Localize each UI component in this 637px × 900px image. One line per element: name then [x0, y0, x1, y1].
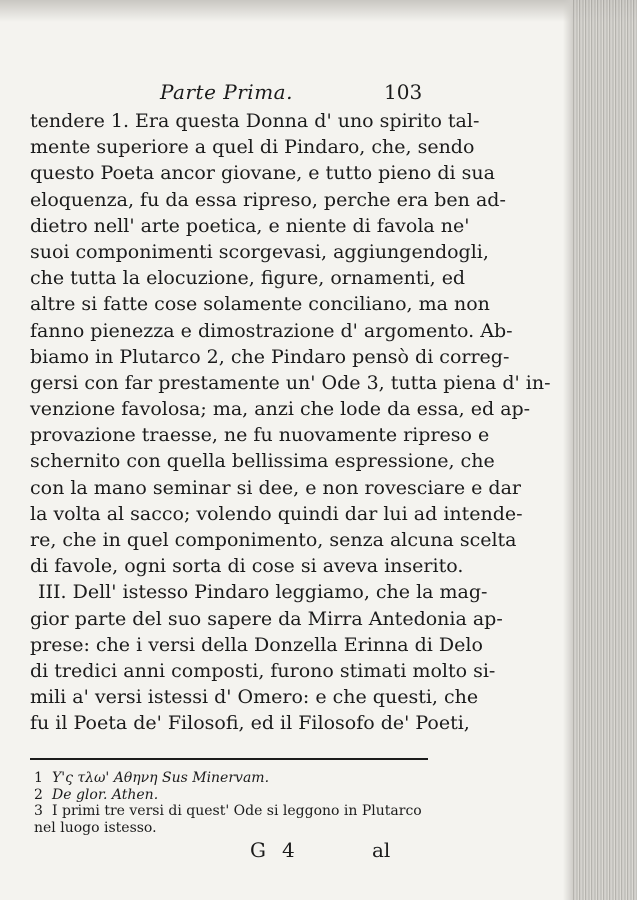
running-head: Parte Prima.: [160, 80, 293, 104]
signature-line: [250, 838, 400, 868]
text-line: tendere 1. Era questa Donna d' uno spirito tal-: [30, 110, 480, 132]
text-line: di tredici anni composti, furono stimati molto si-: [30, 659, 496, 682]
text-line: eloquenza, fu da essa ripreso, perche era ben ad-: [30, 188, 506, 211]
footnote-text: I primi tre versi di quest' Ode si leggono in Plutarco: [52, 803, 422, 819]
text-line-paragraph-start: III. Dell' istesso Pindaro leggiamo, che la mag-: [38, 581, 488, 604]
text-line-paragraph-end: di favole, ogni sorta di cose si aveva inserito.: [30, 555, 464, 578]
footnote-number: 2: [34, 786, 43, 803]
text-line: mili a' versi istessi d' Omero: e che questi, che: [30, 686, 479, 709]
text-line: prese: che i versi della Donzella Erinna di Delo: [30, 633, 483, 656]
footnote-3-continuation: nel luogo istesso.: [34, 819, 157, 836]
book-page-edges: [573, 0, 637, 900]
text-line: che tutta la elocuzione, figure, ornamenti, ed: [30, 267, 466, 290]
signature-number: 4: [282, 838, 295, 862]
footnote-1: [34, 770, 434, 787]
text-line: fu il Poeta de' Filosofi, ed il Filosofo de' Poeti,: [30, 712, 470, 735]
footnote-divider: [30, 758, 428, 760]
text-line: dietro nell' arte poetica, e niente di favola ne': [30, 214, 470, 237]
footnotes: [34, 770, 434, 836]
page-header: [0, 72, 560, 108]
text-line: questo Poeta ancor giovane, e tutto pieno di sua: [30, 162, 495, 185]
footnote-2: [34, 787, 434, 804]
text-line: mente superiore a quel di Pindaro, che, sendo: [30, 136, 475, 159]
signature-mark: G: [250, 838, 266, 862]
page-number: 103: [384, 80, 423, 104]
body-text: [30, 108, 551, 737]
text-line: schernito con quella bellissima espressione, che: [30, 450, 495, 473]
text-line: re, che in quel componimento, senza alcuna scelta: [30, 529, 517, 551]
page-top-shadow: [0, 0, 637, 22]
text-line: con la mano seminar si dee, e non rovesciare e dar: [30, 476, 521, 499]
text-line: venzione favolosa; ma, anzi che lode da essa, ed ap-: [30, 398, 531, 421]
footnote-number: 3: [34, 803, 43, 819]
text-line: fanno pienezza e dimostrazione d' argomento. Ab-: [30, 319, 513, 342]
page-gutter-shadow: [563, 0, 573, 900]
footnote-number: 1: [34, 770, 43, 786]
text-line: gersi con far prestamente un' Ode 3, tutta piena d' in-: [30, 371, 551, 394]
text-line: provazione traesse, ne fu nuovamente ripreso e: [30, 424, 490, 447]
text-line: suoi componimenti scorgevasi, aggiungendogli,: [30, 240, 489, 263]
footnote-3: [34, 803, 434, 820]
footnote-text: Υ'ς τλω' Αθηνη Sus Minervam.: [52, 770, 270, 786]
text-line: gior parte del suo sapere da Mirra Antedonia ap-: [30, 607, 503, 630]
text-line: la volta al sacco; volendo quindi dar lui ad intende-: [30, 502, 523, 525]
text-line: altre si fatte cose solamente conciliano, ma non: [30, 293, 490, 316]
footnote-text: De glor. Athen.: [52, 786, 159, 803]
catchword: al: [372, 838, 391, 862]
text-line: biamo in Plutarco 2, che Pindaro pensò di correg-: [30, 345, 510, 368]
